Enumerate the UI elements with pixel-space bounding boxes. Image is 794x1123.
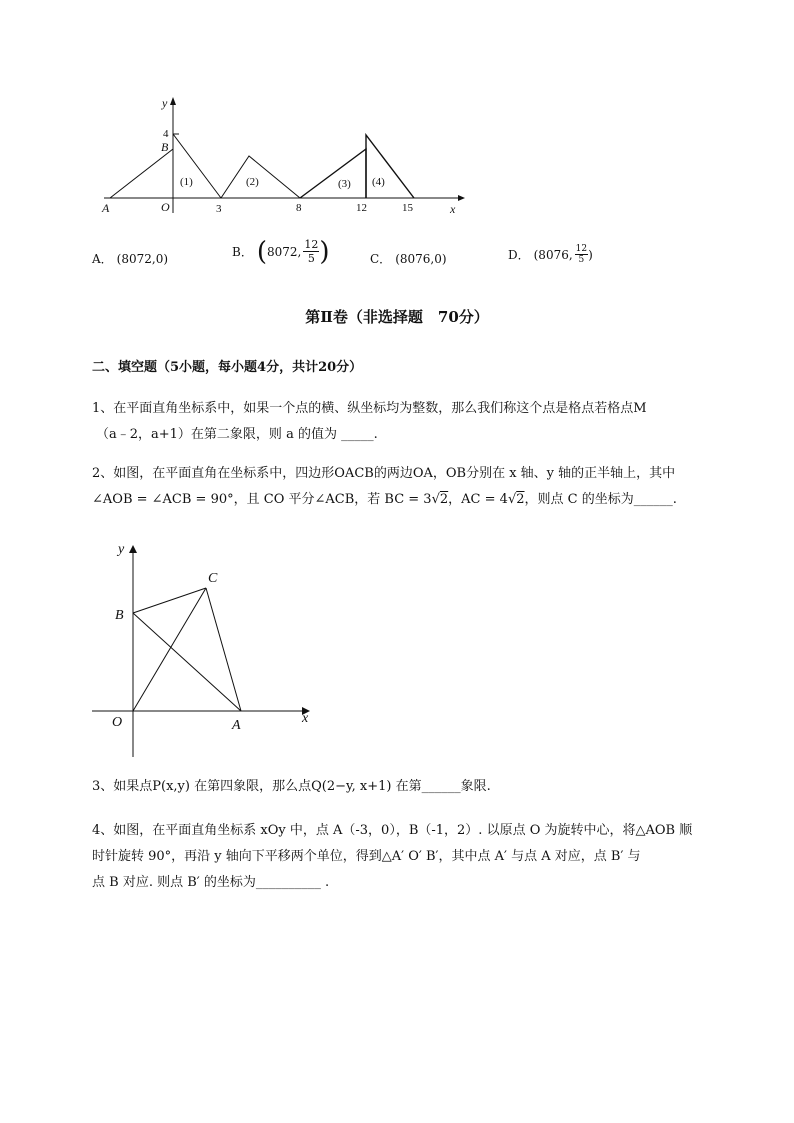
segment-oc [133, 588, 206, 711]
question-1 [92, 396, 742, 448]
y-axis-arrow [170, 97, 176, 105]
option-a-text: (8072,0) [116, 251, 169, 266]
label-o: O [161, 200, 170, 214]
question-2-line-1: 2、如图，在平面直角在坐标系中，四边形OACB的两边OA，OB分别在 x 轴、y 轴的正半轴上，其中 [92, 466, 676, 481]
question-2 [92, 461, 742, 513]
option-b-den: 5 [307, 252, 315, 265]
option-d-den: 5 [578, 255, 585, 265]
subsection-title: 二、填空题（5小题，每小题4分，共计20分） [92, 360, 363, 375]
fig2-label-a: A [232, 718, 241, 733]
triangle-2 [221, 156, 300, 198]
fig2-y-label: y [118, 542, 125, 557]
option-d-letter: D． [508, 248, 530, 262]
figure-1-graph [90, 95, 470, 220]
option-b-num: 12 [304, 238, 319, 251]
region-label-3: (3) [338, 178, 351, 190]
option-a[interactable] [92, 250, 168, 267]
option-d-fraction [575, 244, 588, 265]
option-d-num: 12 [575, 244, 588, 254]
region-label-2: (2) [246, 176, 259, 188]
fig2-label-c: C [208, 571, 218, 586]
question-3 [92, 774, 742, 800]
segment-ba [133, 613, 241, 711]
option-b-prefix: 8072, [266, 244, 302, 259]
option-d-prefix: (8076, [533, 247, 573, 262]
label-a: A [102, 201, 110, 215]
question-2-line-2 [92, 487, 742, 513]
option-c-letter: C． [370, 252, 392, 266]
question-4-line-3: 点 B 对应. 则点 B′ 的坐标为__________ . [92, 875, 330, 890]
sqrt-value-2: 2 [516, 492, 525, 507]
label-4: 4 [163, 128, 169, 140]
option-a-letter: A． [92, 252, 113, 266]
option-d[interactable] [508, 244, 593, 265]
sqrt-sign-1: √ [431, 492, 440, 507]
x-axis-arrow [458, 195, 465, 201]
label-b: B [161, 140, 169, 154]
triangle-4 [366, 135, 414, 198]
sqrt-sign-2: √ [507, 492, 517, 507]
fig2-x-label: x [302, 711, 309, 726]
sqrt-value-1: 2 [439, 492, 449, 507]
question-3-text: 3、如果点P(x,y) 在第四象限，那么点Q(2−y, x+1) 在第______象限. [92, 779, 491, 794]
option-b-letter: B． [232, 245, 253, 259]
region-label-4: (4) [372, 176, 385, 188]
x-label: x [450, 202, 456, 216]
tick-label-15: 15 [402, 202, 413, 214]
tick-label-3: 3 [216, 203, 222, 215]
question-2-text-c: ，则点 C 的坐标为______. [524, 492, 677, 507]
fig2-label-o: O [112, 715, 123, 730]
question-2-text-a: ∠AOB = ∠ACB = 90°，且 CO 平分∠ACB，若 BC = 3 [92, 492, 432, 507]
option-d-suffix: ) [588, 247, 593, 262]
question-1-line-2: （a﹣2，a+1）在第二象限，则 a 的值为 _____. [96, 427, 378, 442]
tick-label-12: 12 [356, 202, 367, 214]
triangle-3 [300, 149, 366, 198]
question-2-text-b: ，AC = 4 [448, 492, 508, 507]
fig2-label-b: B [115, 608, 124, 623]
y-axis-2-arrow [129, 545, 137, 553]
question-1-line-1: 1、在平面直角坐标系中，如果一个点的横、纵坐标均为整数，那么我们称这个点是格点若格点M [92, 401, 647, 416]
segment-ca [206, 588, 241, 711]
option-b[interactable]: B． ( 8072, $\frac{12}{5}$ ) [232, 236, 330, 267]
option-b-fraction [303, 238, 319, 265]
figure-2-graph [92, 535, 322, 760]
section-title: 第Ⅱ卷（非选择题 70分） [305, 308, 489, 326]
question-4-line-1: 4、如图，在平面直角坐标系 xOy 中，点 A（-3，0），B（-1，2）. 以原点 O 为旋转中心，将△AOB 顺 [92, 823, 693, 838]
option-c[interactable] [370, 250, 447, 267]
tick-label-8: 8 [296, 202, 302, 214]
region-label-1: (1) [180, 176, 193, 188]
question-4-line-2: 时针旋转 90°，再沿 y 轴向下平移两个单位，得到△A′ O′ B′，其中点 A′ 与点 A 对应，点 B′ 与 [92, 849, 641, 864]
question-4 [92, 818, 742, 896]
segment-bc [133, 588, 206, 613]
option-c-text: (8076,0) [395, 251, 447, 266]
y-label: y [162, 96, 168, 110]
